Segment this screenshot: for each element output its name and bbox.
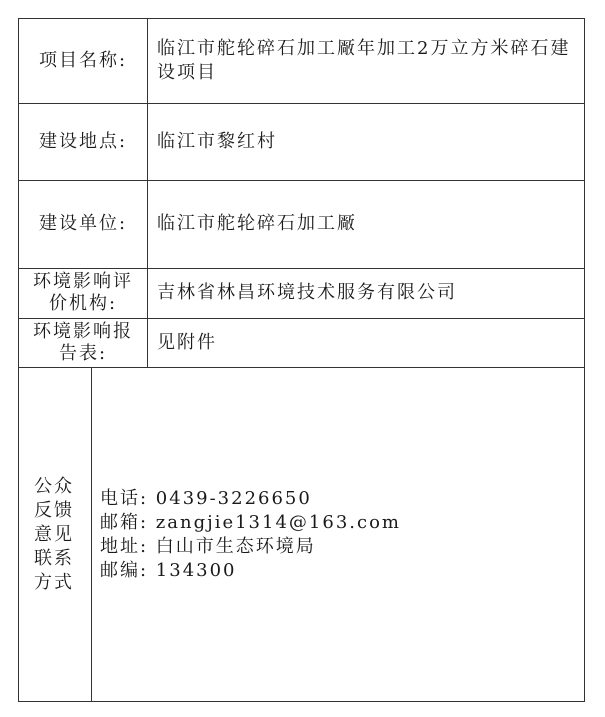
contact-section [18,18,585,702]
construction-unit-value: 临江市舵轮碎石加工厰 [157,213,357,234]
project-name-value: 临江市舵轮碎石加工厰年加工2万立方米碎石建设项目 [157,38,571,83]
feedback-contact-label: 公众反馈意见联系方式 [34,475,74,593]
contact-postcode: 邮编: 134300 [100,559,237,581]
assessment-agency-label: 环境影响评价机构: [33,271,133,314]
project-name-label: 项目名称: [38,50,128,71]
report-form-value: 见附件 [157,331,217,353]
contact-phone: 电话: 0439-3226650 [100,487,312,509]
contact-address: 地址: 白山市生态环境局 [100,535,316,557]
site-location-label: 建设地点: [38,130,128,152]
contact-details [100,367,570,702]
contact-email: 邮箱: zangjie1314@163.com [100,511,401,533]
report-form-label: 环境影响报告表: [33,320,133,364]
construction-unit-label: 建设单位: [38,213,128,234]
site-location-value: 临江市黎红村 [157,130,277,152]
assessment-agency-value: 吉林省林昌环境技术服务有限公司 [157,282,457,303]
